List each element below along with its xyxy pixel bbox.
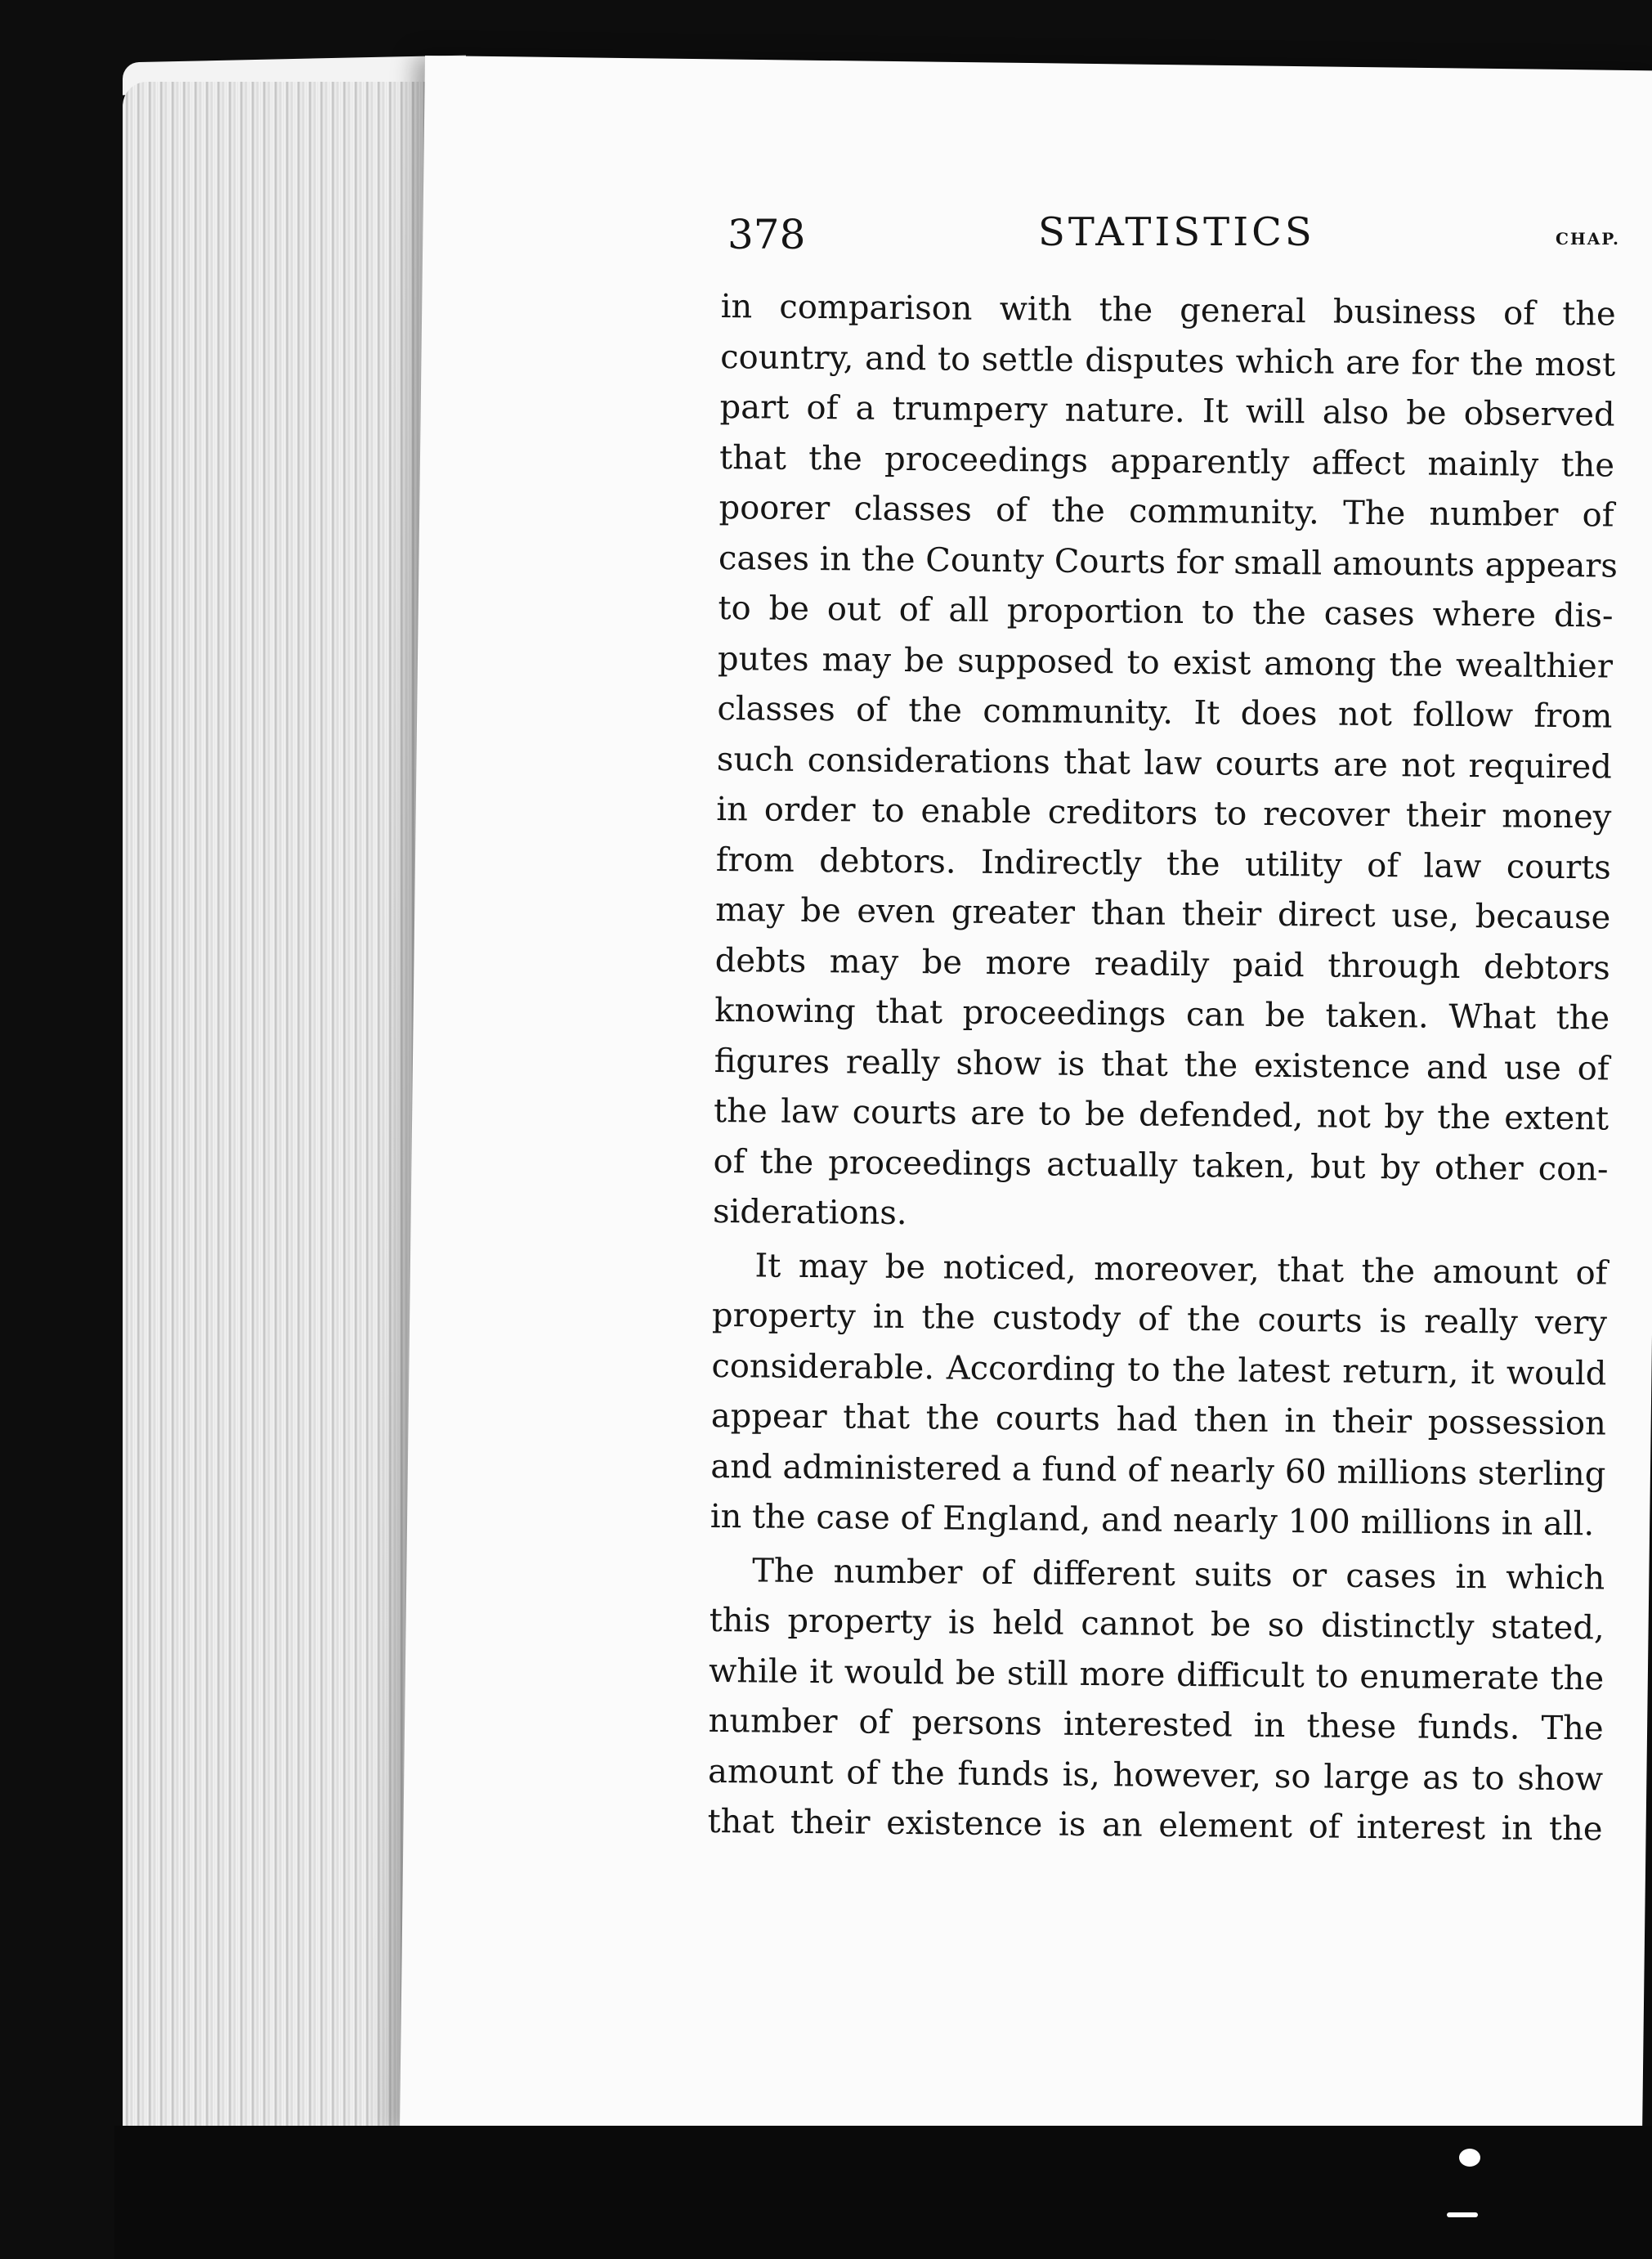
chapter-label: CHAP.	[1555, 229, 1620, 249]
text-line: classes of the community. It does not follow from	[717, 689, 1613, 736]
page-header	[728, 204, 1635, 270]
text-line: and administered a fund of nearly 60 millions sterling	[710, 1447, 1606, 1493]
text-line: figures really show is that the existence and use of	[714, 1042, 1609, 1088]
text-line: in comparison with the general business of the	[720, 287, 1616, 334]
paragraph-1	[713, 282, 1616, 1245]
body-text	[707, 282, 1616, 1855]
text-line: to be out of all proportion to the cases where dis-	[718, 589, 1614, 635]
text-line: putes may be supposed to exist among the wealthier	[717, 639, 1614, 686]
text-line: siderations.	[712, 1192, 907, 1233]
text-line: number of persons interested in these funds. The	[708, 1701, 1604, 1748]
text-line: property in the custody of the courts is really very	[711, 1296, 1608, 1342]
page-number: 378	[728, 211, 806, 258]
text-line: part of a trumpery nature. It will also be observed	[719, 388, 1615, 434]
text-line: the law courts are to be defended, not by the extent	[713, 1091, 1609, 1138]
text-line: cases in the County Courts for small amounts appears	[718, 539, 1618, 585]
text-line: in order to enable creditors to recover their money	[716, 790, 1612, 836]
text-line: this property is held cannot be so distinctly stated,	[709, 1601, 1605, 1647]
text-line: poorer classes of the community. The number of	[719, 488, 1614, 535]
text-line: knowing that proceedings can be taken. What the	[714, 991, 1610, 1038]
text-line: such considerations that law courts are not required	[716, 740, 1613, 787]
text-line: while it would be still more difficult to enumerate the	[708, 1652, 1605, 1697]
paragraph-3	[707, 1545, 1605, 1855]
running-title: STATISTICS	[1038, 209, 1315, 255]
text-line: considerable. According to the latest return, it would	[711, 1347, 1607, 1393]
bottom-shadow	[114, 2126, 1652, 2259]
text-line: from debtors. Indirectly the utility of law courts	[715, 840, 1611, 887]
text-line: The number of different suits or cases in which	[752, 1551, 1605, 1597]
text-line: appear that the courts had then in their possession	[710, 1396, 1607, 1443]
text-line: country, and to settle disputes which are for the most	[720, 338, 1616, 384]
page-stack-edges	[123, 82, 450, 2126]
text-line: that the proceedings apparently affect mainly the	[719, 438, 1615, 485]
text-line: amount of the funds is, however, so large as to show	[707, 1752, 1604, 1798]
dust-speck	[1459, 2149, 1480, 2167]
paragraph-2	[710, 1240, 1608, 1550]
text-line: of the proceedings actually taken, but by other con-	[713, 1142, 1609, 1189]
text-line: It may be noticed, moreover, that the amount of	[754, 1246, 1608, 1293]
text-line: debts may be more readily paid through debtors	[714, 941, 1610, 988]
dust-speck	[1447, 2212, 1478, 2217]
text-line: that their existence is an element of interest in the	[707, 1802, 1603, 1849]
text-line: in the case of England, and nearly 100 millions in all.	[710, 1497, 1595, 1544]
text-line: may be even greater than their direct use, because	[715, 890, 1611, 937]
